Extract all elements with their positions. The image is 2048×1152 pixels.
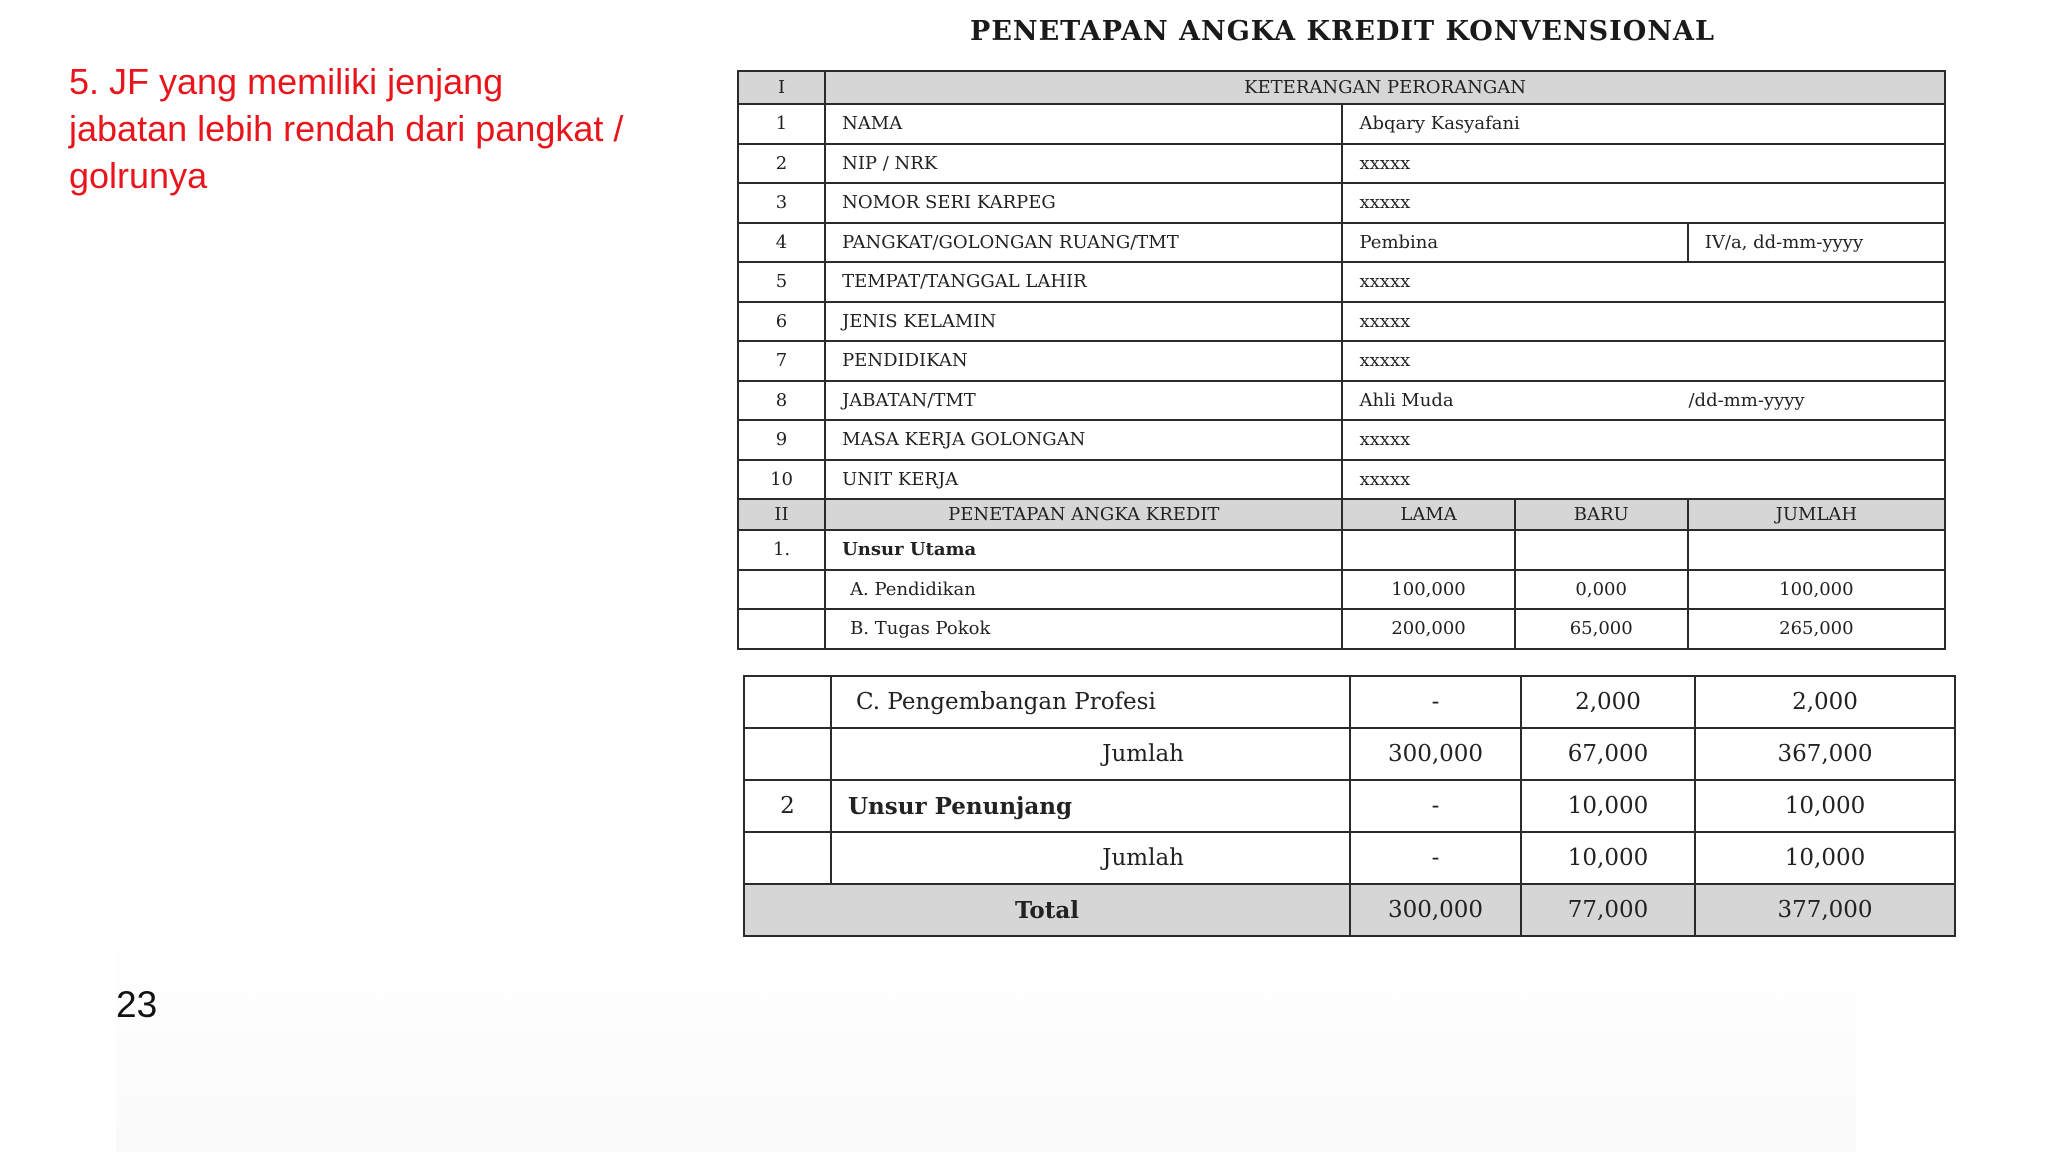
total-label: Total [744,884,1350,936]
subtotal-baru: 67,000 [1521,728,1695,780]
row-label: NOMOR SERI KARPEG [825,183,1342,223]
row-number: 5 [738,262,825,302]
empty-cell [1342,530,1514,570]
row-number: 7 [738,341,825,381]
row-value: xxxxx [1342,341,1945,381]
item-lama: - [1350,780,1521,832]
section1-title: KETERANGAN PERORANGAN [825,71,1945,104]
total-row [744,884,1955,936]
empty-cell [1515,530,1688,570]
row-value: Pembina [1342,223,1687,263]
row-label: MASA KERJA GOLONGAN [825,420,1342,460]
personal-info-table [737,70,1946,650]
unsur-utama-label: Unsur Utama [825,530,1342,570]
item-baru: 0,000 [1515,570,1688,610]
row-value: xxxxx [1342,302,1945,342]
section2-header-row [738,499,1945,530]
credit-summary-table [743,675,1956,937]
row-value [1342,381,1945,421]
subtotal-row [744,832,1955,884]
table-row [738,460,1945,500]
row-number: 1. [738,530,825,570]
table-row [738,381,1945,421]
item-baru: 65,000 [1515,609,1688,649]
row-value: xxxxx [1342,183,1945,223]
table-row [738,420,1945,460]
item-lama: 200,000 [1342,609,1514,649]
row-value: xxxxx [1342,262,1945,302]
column-jumlah: JUMLAH [1688,499,1945,530]
row-label: NIP / NRK [825,144,1342,184]
row-number: 10 [738,460,825,500]
item-jumlah: 10,000 [1695,780,1955,832]
row-number: 2 [744,780,831,832]
row-value-secondary: IV/a, dd-mm-yyyy [1688,223,1945,263]
row-label: NAMA [825,104,1342,144]
row-label: PENDIDIKAN [825,341,1342,381]
item-label: B. Tugas Pokok [825,609,1342,649]
total-jumlah: 377,000 [1695,884,1955,936]
page-number: 23 [116,984,158,1025]
empty-cell [744,676,831,728]
empty-cell [738,570,825,610]
table-row [738,570,1945,610]
row-value: Abqary Kasyafani [1342,104,1945,144]
table-row [744,676,1955,728]
row-value-secondary: /dd-mm-yyyy [1688,389,1805,411]
row-number: 2 [738,144,825,184]
document-title: PENETAPAN ANGKA KREDIT KONVENSIONAL [970,16,1715,47]
item-baru: 10,000 [1521,780,1695,832]
subtotal-baru: 10,000 [1521,832,1695,884]
empty-cell [744,728,831,780]
row-number: 9 [738,420,825,460]
subtotal-label: Jumlah [831,728,1350,780]
subtotal-lama: 300,000 [1350,728,1521,780]
row-number: 6 [738,302,825,342]
row-value: xxxxx [1342,460,1945,500]
table-row [738,530,1945,570]
row-value: xxxxx [1342,420,1945,460]
table-row [738,262,1945,302]
subtotal-row [744,728,1955,780]
total-baru: 77,000 [1521,884,1695,936]
table-row [738,609,1945,649]
item-jumlah: 2,000 [1695,676,1955,728]
item-label: A. Pendidikan [825,570,1342,610]
item-baru: 2,000 [1521,676,1695,728]
subtotal-jumlah: 367,000 [1695,728,1955,780]
empty-cell [738,609,825,649]
row-number: 4 [738,223,825,263]
row-value-primary: Ahli Muda [1359,389,1454,411]
column-baru: BARU [1515,499,1688,530]
section1-header-row [738,71,1945,104]
subtotal-label: Jumlah [831,832,1350,884]
row-label: UNIT KERJA [825,460,1342,500]
table-row [738,302,1945,342]
row-label: JABATAN/TMT [825,381,1342,421]
section2-number: II [738,499,825,530]
subtotal-lama: - [1350,832,1521,884]
row-number: 8 [738,381,825,421]
subtotal-jumlah: 10,000 [1695,832,1955,884]
table-row [738,341,1945,381]
item-label: C. Pengembangan Profesi [831,676,1350,728]
item-lama: 100,000 [1342,570,1514,610]
table-row [738,104,1945,144]
section1-number: I [738,71,825,104]
page-background-shade [116,930,1856,1152]
slide-note: 5. JF yang memiliki jenjang jabatan lebih rendah dari pangkat / golrunya [69,61,624,196]
table-row [744,780,1955,832]
unsur-penunjang-label: Unsur Penunjang [831,780,1350,832]
row-value: xxxxx [1342,144,1945,184]
row-label: JENIS KELAMIN [825,302,1342,342]
total-lama: 300,000 [1350,884,1521,936]
empty-cell [744,832,831,884]
table-row [738,223,1945,263]
row-label: TEMPAT/TANGGAL LAHIR [825,262,1342,302]
empty-cell [1688,530,1945,570]
section2-title: PENETAPAN ANGKA KREDIT [825,499,1342,530]
row-label: PANGKAT/GOLONGAN RUANG/TMT [825,223,1342,263]
item-jumlah: 100,000 [1688,570,1945,610]
item-lama: - [1350,676,1521,728]
table-row [738,144,1945,184]
row-number: 3 [738,183,825,223]
row-number: 1 [738,104,825,144]
table-row [738,183,1945,223]
item-jumlah: 265,000 [1688,609,1945,649]
column-lama: LAMA [1342,499,1514,530]
